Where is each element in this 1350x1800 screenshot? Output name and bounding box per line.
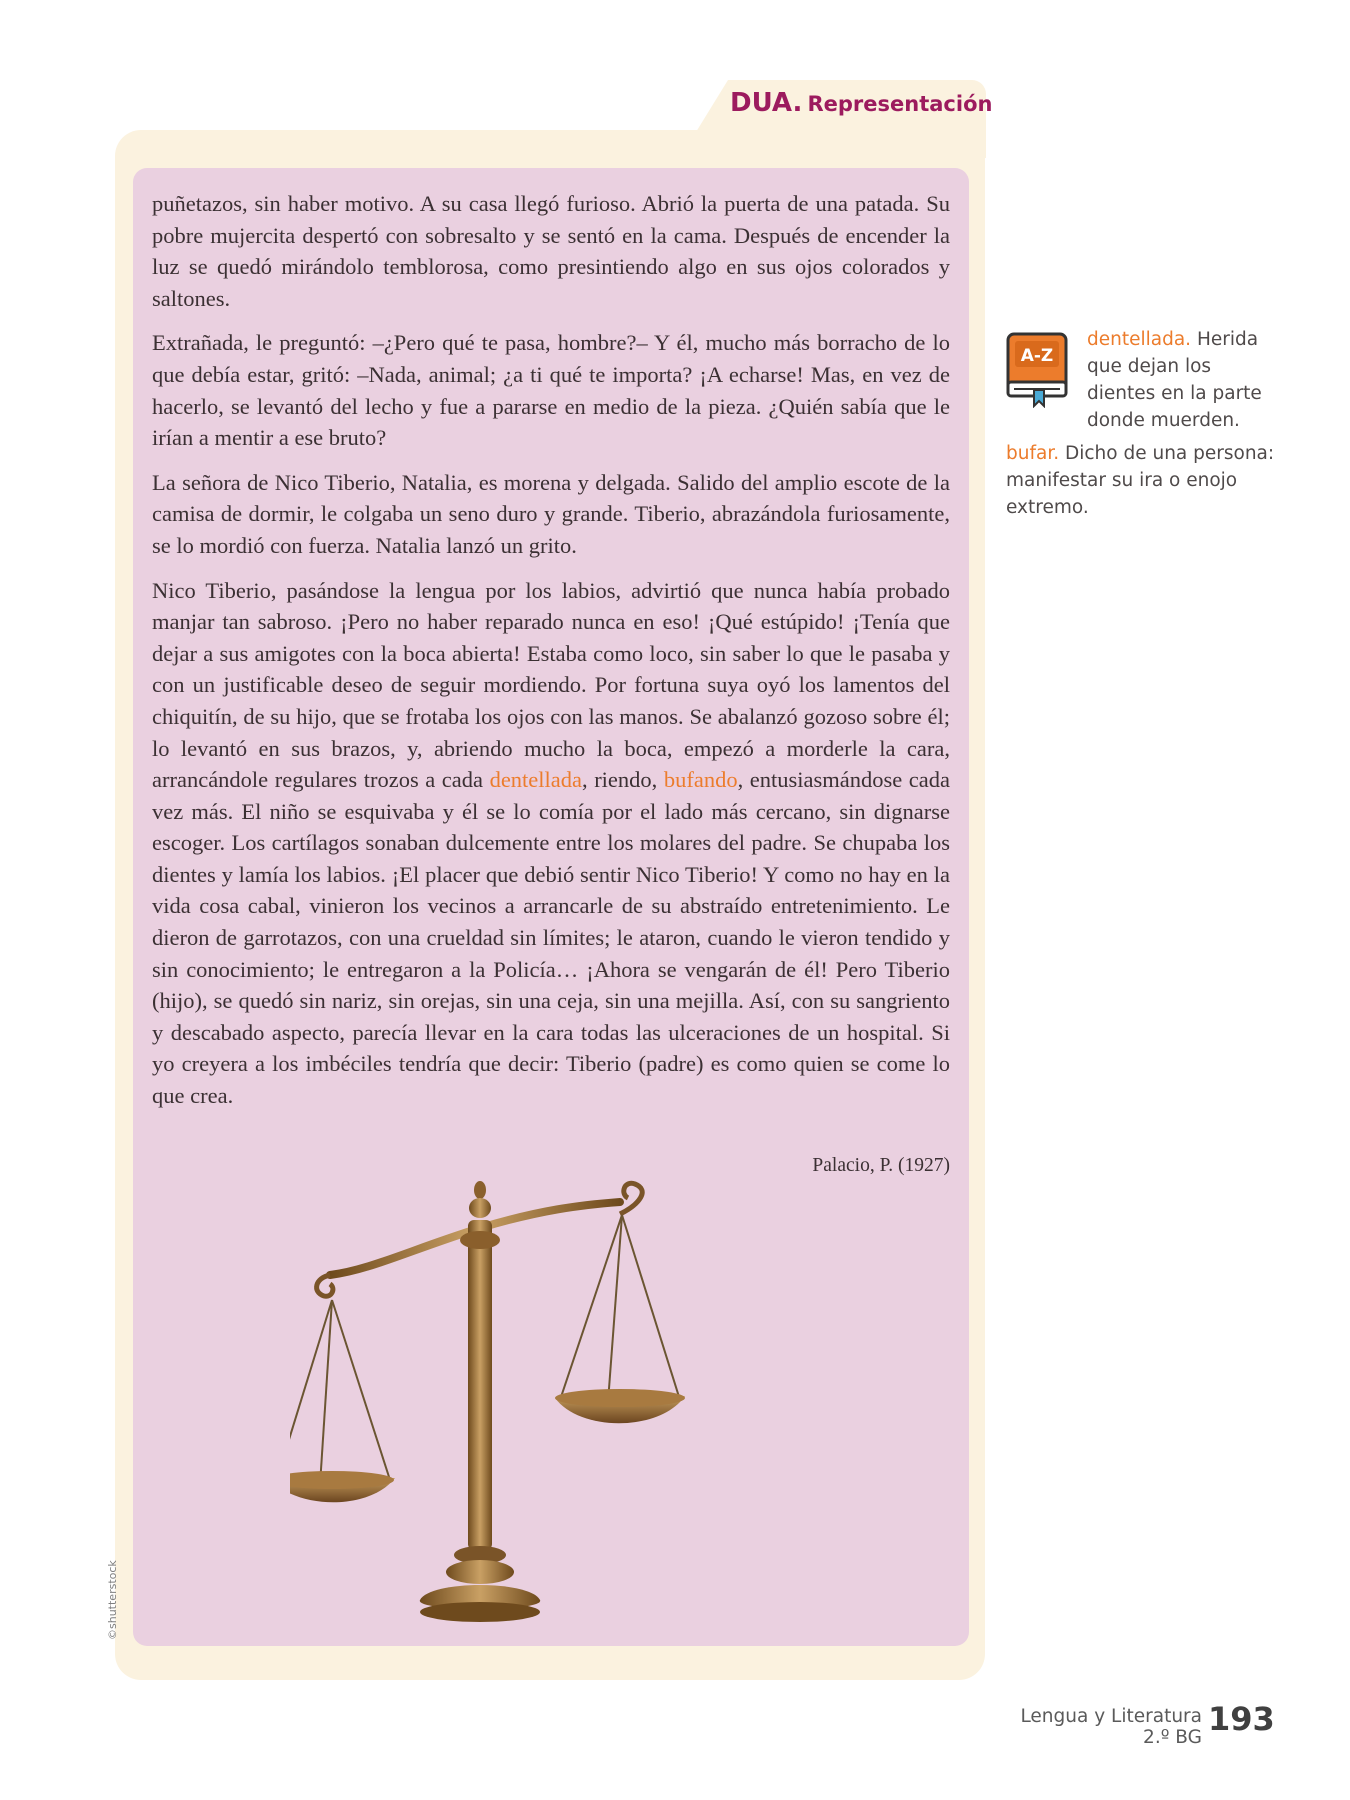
dictionary-icon-label: A-Z	[1020, 346, 1054, 366]
subject-name: Lengua y Literatura	[1020, 1706, 1202, 1727]
story-paragraph: La señora de Nico Tiberio, Natalia, es morena y delgada. Salido del amplio escote de la camisa de dormir, le colgaba un seno duro y grande. Tiberio, abrazándola furiosamente, se lo mordió con fuerza. Natalia lanzó un grito.	[152, 469, 950, 558]
balance-scale-illustration	[290, 1180, 710, 1630]
section-header	[730, 88, 993, 118]
glossary	[1006, 326, 1276, 527]
story-text-segment: Nico Tiberio, pasándose la lengua por los labios, advirtió que nunca había probado manjar tan sabroso. ¡Pero no haber reparado nunca en eso! ¡Qué estúpido! ¡Tenía que dejar a sus amigotes con la boca abierta! Estaba como loco, sin saber lo que le pasaba y con un justificable deseo de seguir mordiendo. Por fortuna suya oyó los lamentos del chiquitín, de su hijo, que se frotaba los ojos con las manos. Se abalanzó gozoso sobre él; lo levantó en sus brazos, y, abriendo mucho la boca, empezó a morderle la cara, arrancándole regulares trozos a cada	[152, 577, 950, 793]
glossary-entry	[1006, 440, 1276, 521]
story-text-segment: , entusiasmándose cada vez más. El niño se esquivaba y él se lo comía por el lado más cercano, sin dignarse escoger. Los cartílagos sonaban dulcemente entre los molares del padre. Se chupaba los dientes y lamía los labios. ¡El placer que debió sentir Nico Tiberio! Y como no hay en la vida cosa cabal, vinieron los vecinos a arrancarle de su abstraído entretenimiento. Le dieron de garrotazos, con una crueldad sin límites; le ataron, cuando le vieron tendido y sin conocimiento; le entregaron a la Policía… ¡Ahora se vengarán de él! Pero Tiberio (hijo), se quedó sin nariz, sin orejas, sin una ceja, sin una mejilla. Así, con su sangriento y descabado aspecto, parecía llevar en la cara todas las ulceraciones de un hospital. Si yo creyera a los imbéciles tendría que decir: Tiberio (padre) es como quien se come lo que crea.	[152, 767, 950, 1109]
glossary-link-bufando[interactable]: bufando	[663, 767, 738, 793]
glossary-term: dentellada.	[1087, 329, 1192, 350]
dua-label: DUA.	[730, 88, 803, 118]
glossary-definition: Herida que dejan los dientes en la parte donde muerden.	[1087, 329, 1262, 431]
story-text	[152, 188, 950, 1125]
story-paragraph	[152, 575, 950, 1112]
glossary-definition: Dicho de una persona: manifestar su ira o enojo extremo.	[1006, 443, 1275, 518]
footer-subject	[950, 1706, 1202, 1748]
glossary-term: bufar.	[1006, 443, 1060, 464]
story-paragraph: puñetazos, sin haber motivo. A su casa llegó furioso. Abrió la puerta de una patada. Su pobre mujercita despertó con sobresalto y se sentó en la cama. Después de encender la luz se quedó mirándolo temblorosa, como presintiendo algo en sus ojos colorados y saltones.	[152, 191, 950, 311]
image-credit: ©shutterstock	[106, 1560, 119, 1640]
glossary-link-dentellada[interactable]: dentellada	[489, 767, 583, 793]
story-text-segment: , riendo,	[582, 767, 664, 793]
glossary-entry	[1006, 326, 1276, 434]
story-paragraph: Extrañada, le preguntó: –¿Pero qué te pasa, hombre?– Y él, mucho más borracho de lo que debía estar, gritó: –Nada, animal; ¿a ti qué te importa? ¡A echarse! Mas, en vez de hacerlo, se levantó del lecho y fue a pararse en medio de la pieza. ¿Quién sabía que le irían a mentir a ese bruto?	[152, 330, 950, 451]
page-number: 193	[1208, 1700, 1275, 1738]
representation-label: Representación	[807, 92, 993, 116]
grade-label: 2.º BG	[1143, 1727, 1202, 1748]
citation: Palacio, P. (1927)	[812, 1155, 950, 1176]
